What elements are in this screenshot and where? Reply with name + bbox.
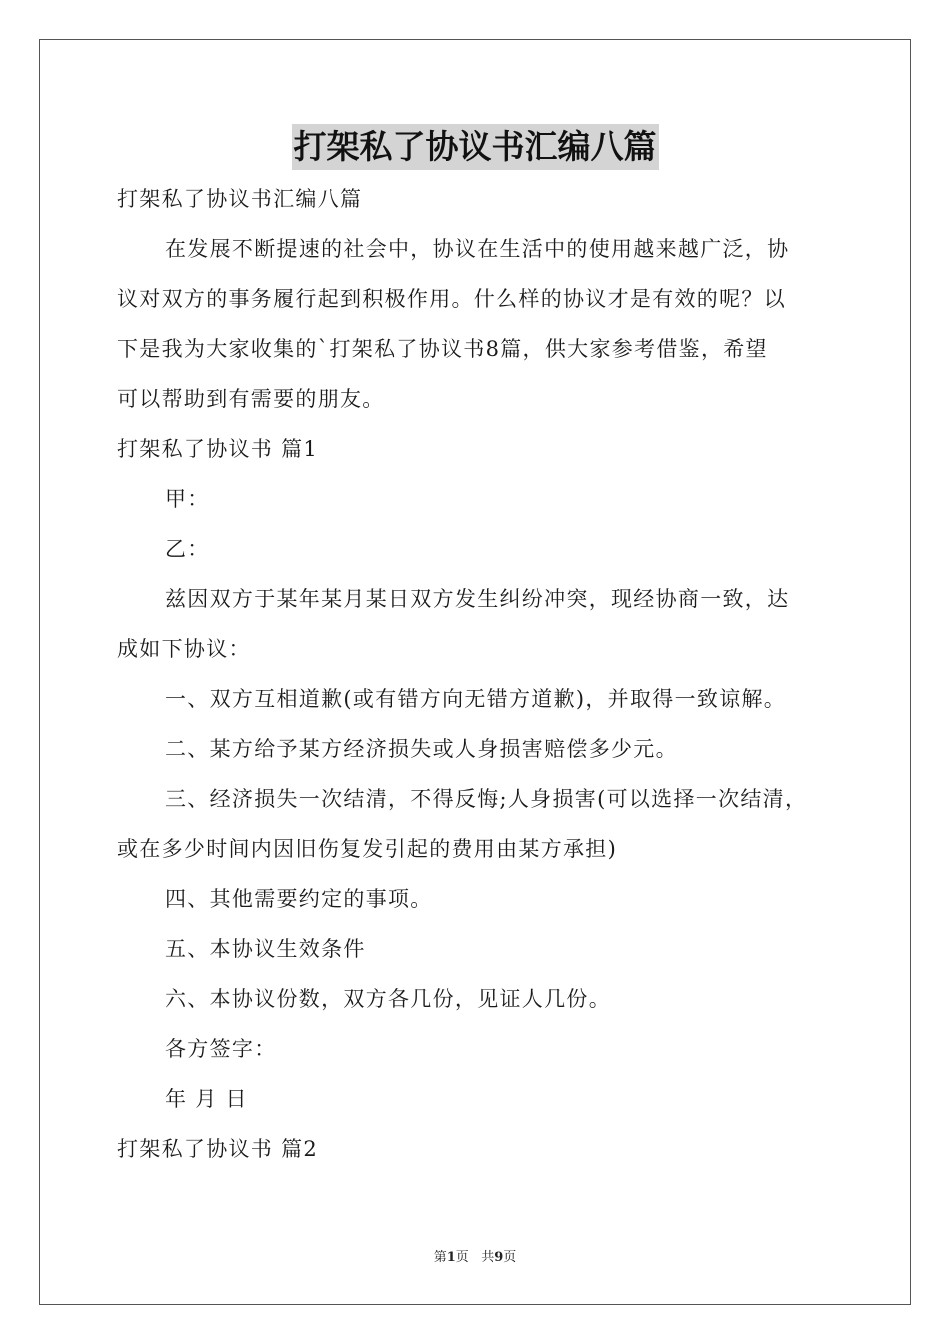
footer-page-number: 1 bbox=[446, 1250, 456, 1265]
clause-2: 二、某方给予某方经济损失或人身损害赔偿多少元。 bbox=[165, 737, 678, 761]
document-subtitle: 打架私了协议书汇编八篇 bbox=[117, 187, 363, 211]
section-heading: 打架私了协议书 篇2 bbox=[117, 1137, 319, 1161]
clause-6: 六、本协议份数，双方各几份，见证人几份。 bbox=[165, 987, 611, 1011]
clause-4: 四、其他需要约定的事项。 bbox=[165, 887, 433, 911]
footer-page-suffix: 页 bbox=[455, 1250, 469, 1265]
paragraph-line: 在发展不断提速的社会中，协议在生活中的使用越来越广泛，协 bbox=[165, 237, 790, 261]
title-container bbox=[0, 124, 950, 170]
clause-5: 五、本协议生效条件 bbox=[165, 937, 366, 961]
section-heading: 打架私了协议书 篇1 bbox=[117, 437, 319, 461]
paragraph-line: 成如下协议： bbox=[117, 637, 251, 661]
clause-1: 一、双方互相道歉(或有错方向无错方道歉)，并取得一致谅解。 bbox=[165, 687, 787, 711]
footer-total-prefix: 共 bbox=[481, 1250, 495, 1265]
date-line: 年 月 日 bbox=[165, 1087, 248, 1111]
footer-total-suffix: 页 bbox=[503, 1250, 517, 1265]
signature-label: 各方签字： bbox=[165, 1037, 277, 1061]
page-footer bbox=[0, 1246, 950, 1265]
paragraph-line: 可以帮助到有需要的朋友。 bbox=[117, 387, 385, 411]
footer-prefix: 第 bbox=[433, 1250, 447, 1265]
footer-total-pages: 9 bbox=[494, 1250, 504, 1265]
clause-3-continued: 或在多少时间内因旧伤复发引起的费用由某方承担) bbox=[117, 837, 618, 861]
paragraph-line: 下是我为大家收集的`打架私了协议书8篇，供大家参考借鉴，希望 bbox=[117, 337, 768, 361]
paragraph-line: 兹因双方于某年某月某日双方发生纠纷冲突，现经协商一致，达 bbox=[165, 587, 790, 611]
party-a-label: 甲： bbox=[165, 487, 210, 511]
document-title: 打架私了协议书汇编八篇 bbox=[292, 124, 659, 170]
party-b-label: 乙： bbox=[165, 537, 210, 561]
paragraph-line: 议对双方的事务履行起到积极作用。什么样的协议才是有效的呢？以 bbox=[117, 287, 786, 311]
clause-3: 三、经济损失一次结清，不得反悔;人身损害(可以选择一次结清， bbox=[165, 787, 808, 811]
